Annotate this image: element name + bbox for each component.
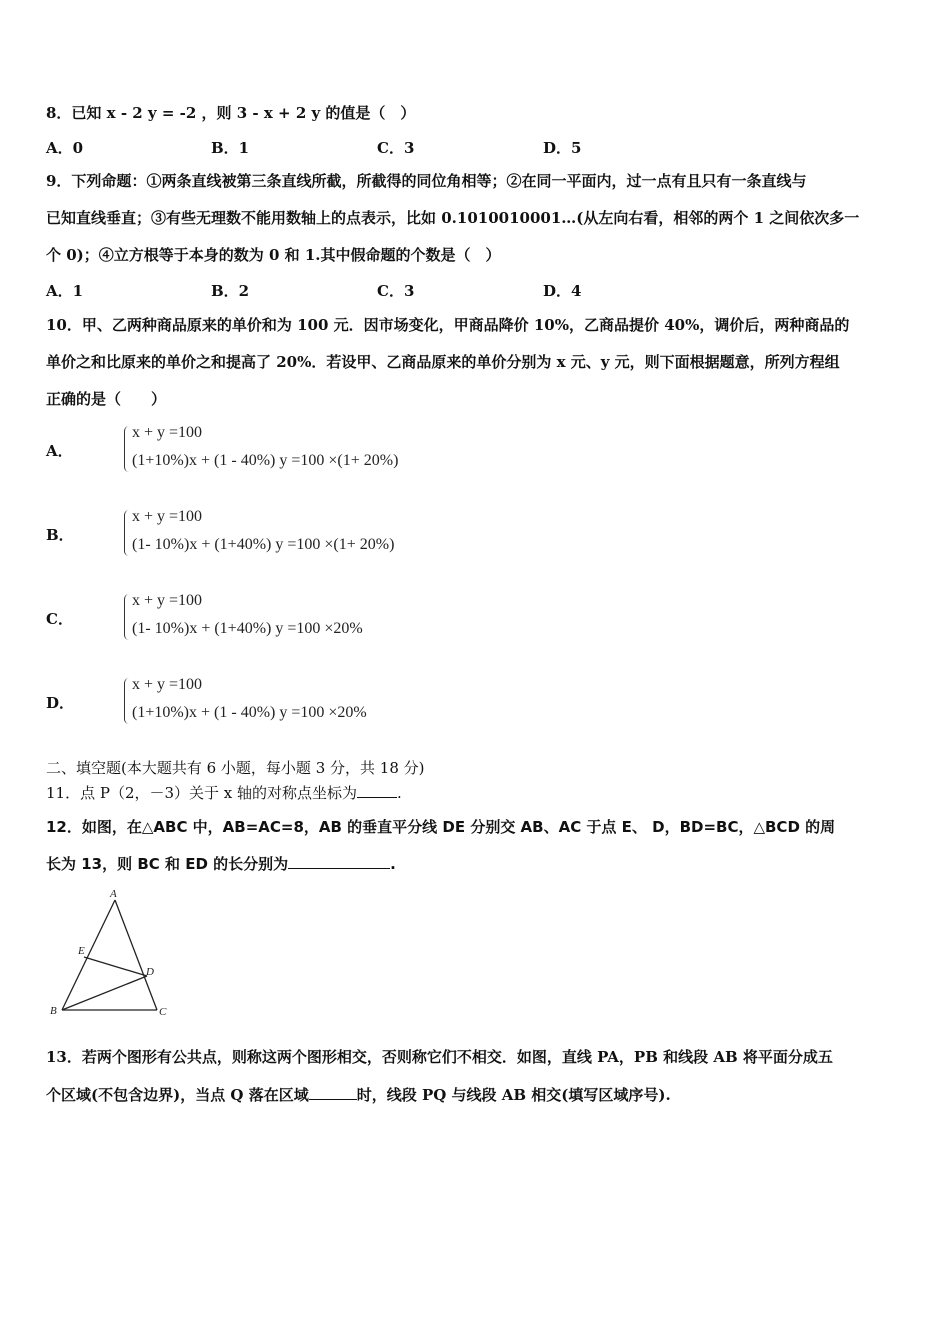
q9-option-b[interactable]: B．2 bbox=[211, 282, 250, 300]
label-e: E bbox=[78, 945, 85, 957]
brace-icon bbox=[124, 594, 129, 640]
q9-option-d[interactable]: D．4 bbox=[543, 282, 582, 300]
q10-option-c[interactable] bbox=[46, 592, 546, 662]
q12-end: . bbox=[390, 855, 396, 873]
q11-line bbox=[46, 782, 402, 803]
q13-line-1: 13．若两个图形有公共点，则称这两个图形相交，否则称它们不相交．如图，直线 PA，PB 和线段 AB 将平面分成五 bbox=[46, 1048, 833, 1066]
q12-line-1: 12．如图，在△ABC 中，AB=AC=8，AB 的垂直平分线 DE 分别交 AB、AC 于点 E、 D，BD=BC，△BCD 的周 bbox=[46, 818, 836, 836]
q11-end: . bbox=[397, 784, 402, 802]
q10-option-d-eq1: x + y =100 bbox=[132, 676, 203, 693]
q10-option-b-eq1: x + y =100 bbox=[132, 508, 203, 525]
edge-ac bbox=[115, 900, 157, 1010]
q9-line-2: 已知直线垂直；③有些无理数不能用数轴上的点表示，比如 0.1010010001…(从左向右看，相邻的两个 1 之间依次多一 bbox=[46, 209, 860, 227]
q10-option-b[interactable] bbox=[46, 508, 546, 578]
q13-answer-blank[interactable] bbox=[309, 1085, 357, 1100]
label-d: D bbox=[146, 966, 154, 978]
label-a: A bbox=[110, 888, 117, 900]
q10-line-3: 正确的是（ ） bbox=[46, 390, 167, 408]
q10-option-b-label: B． bbox=[46, 526, 74, 544]
q10-line-1: 10．甲、乙两种商品原来的单价和为 100 元．因市场变化，甲商品降价 10%，乙商品提价 40%，调价后，两种商品的 bbox=[46, 316, 850, 334]
q10-option-c-label: C． bbox=[46, 610, 73, 628]
q9-line-1: 9．下列命题：①两条直线被第三条直线所截，所截得的同位角相等；②在同一平面内，过一点有且只有一条直线与 bbox=[46, 172, 807, 190]
q8-text: 8．已知 x - 2 y = -2 ，则 3 - x + 2 y 的值是（ ） bbox=[46, 104, 416, 122]
brace-icon bbox=[124, 678, 129, 724]
q11-text: 11．点 P（2，－3）关于 x 轴的对称点坐标为 bbox=[46, 784, 358, 802]
q12-text: 长为 13，则 BC 和 ED 的长分别为 bbox=[46, 855, 289, 873]
q10-option-c-eq2: (1- 10%)x + (1+40%) y =100 ×20% bbox=[132, 620, 363, 637]
q11-answer-blank[interactable] bbox=[357, 783, 397, 798]
label-c: C bbox=[159, 1006, 167, 1018]
q9-option-c[interactable]: C．3 bbox=[377, 282, 415, 300]
q10-line-2: 单价之和比原来的单价之和提高了 20%．若设甲、乙商品原来的单价分别为 x 元、y 元，则下面根据题意，所列方程组 bbox=[46, 353, 840, 371]
q12-answer-blank[interactable] bbox=[288, 854, 390, 869]
q8-option-b[interactable]: B．1 bbox=[211, 139, 250, 157]
q13-line-2 bbox=[46, 1084, 671, 1105]
segment-bd bbox=[62, 976, 147, 1010]
triangle-figure bbox=[46, 884, 186, 1024]
brace-icon bbox=[124, 510, 129, 556]
brace-icon bbox=[124, 426, 129, 472]
q9-option-a[interactable]: A．1 bbox=[46, 282, 84, 300]
section-title: 二、填空题(本大题共有 6 小题，每小题 3 分，共 18 分) bbox=[46, 759, 425, 777]
q10-option-b-eq2: (1- 10%)x + (1+40%) y =100 ×(1+ 20%) bbox=[132, 536, 395, 553]
q8-option-d[interactable]: D．5 bbox=[543, 139, 582, 157]
q10-option-a-eq2: (1+10%)x + (1 - 40%) y =100 ×(1+ 20%) bbox=[132, 452, 399, 469]
q10-option-a[interactable] bbox=[46, 424, 546, 494]
q10-option-a-label: A． bbox=[46, 442, 73, 460]
q8-option-a[interactable]: A．0 bbox=[46, 139, 84, 157]
q13-text-a: 个区域(不包含边界)，当点 Q 落在区域 bbox=[46, 1086, 309, 1104]
edge-ab bbox=[62, 900, 115, 1010]
q10-option-c-eq1: x + y =100 bbox=[132, 592, 203, 609]
q9-line-3: 个 0)；④立方根等于本身的数为 0 和 1.其中假命题的个数是（ ） bbox=[46, 246, 501, 264]
q8-option-c[interactable]: C．3 bbox=[377, 139, 415, 157]
q13-text-b: 时，线段 PQ 与线段 AB 相交(填写区域序号). bbox=[356, 1086, 671, 1104]
q10-option-d[interactable] bbox=[46, 676, 546, 746]
q12-line-2 bbox=[46, 853, 396, 874]
label-b: B bbox=[50, 1005, 57, 1017]
q10-option-d-eq2: (1+10%)x + (1 - 40%) y =100 ×20% bbox=[132, 704, 367, 721]
q10-option-d-label: D． bbox=[46, 694, 75, 712]
q10-option-a-eq1: x + y =100 bbox=[132, 424, 203, 441]
